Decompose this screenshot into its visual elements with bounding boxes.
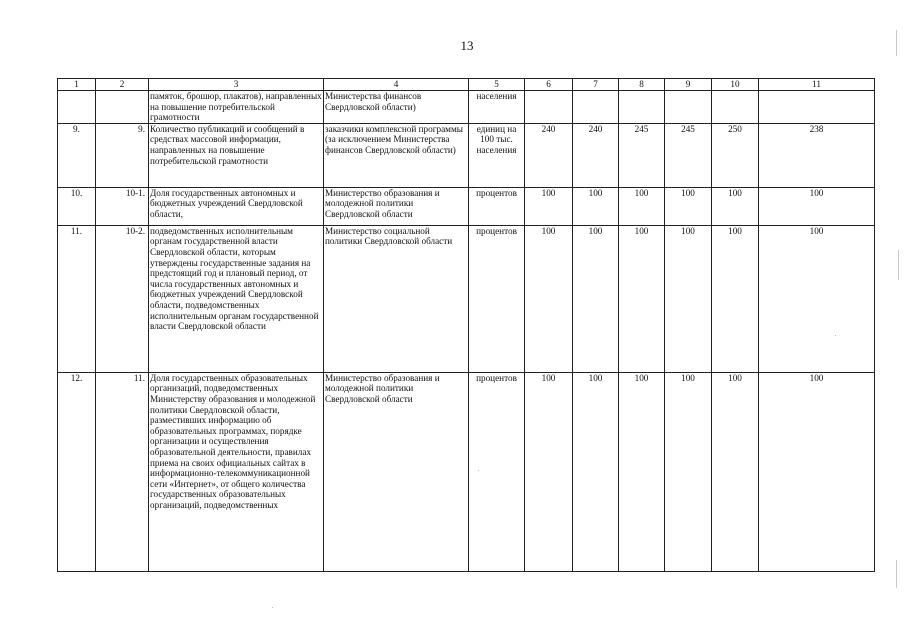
value-cell: 240	[573, 123, 619, 187]
column-header: 6	[525, 79, 573, 91]
table-row	[58, 372, 875, 571]
value-cell: 100	[619, 372, 665, 571]
value-cell: 100	[573, 372, 619, 571]
scan-speck	[272, 607, 273, 608]
value-cell: 245	[619, 123, 665, 187]
column-header: 1	[58, 79, 96, 91]
value-cell: 100	[759, 187, 875, 225]
value-cell: 100	[759, 225, 875, 372]
column-header: 7	[573, 79, 619, 91]
column-header: 3	[149, 79, 324, 91]
value-cell	[712, 91, 759, 124]
value-cell	[759, 91, 875, 124]
value-cell: 100	[759, 372, 875, 571]
column-header: 11	[759, 79, 875, 91]
row-number: 12.	[58, 372, 96, 571]
value-cell: 100	[573, 225, 619, 372]
table-row	[58, 187, 875, 225]
column-header: 4	[324, 79, 469, 91]
responsible-body: заказчики комплексной программы (за исключением Министерства финансов Свердловской области)	[324, 123, 469, 187]
scan-speck	[835, 335, 836, 336]
unit: процентов	[469, 225, 525, 372]
responsible-body: Министерство образования и молодежной политики Свердловской области	[324, 187, 469, 225]
indicator-code: 10-1.	[96, 187, 149, 225]
value-cell: 100	[525, 225, 573, 372]
column-header: 5	[469, 79, 525, 91]
column-header: 2	[96, 79, 149, 91]
column-header: 8	[619, 79, 665, 91]
table-row	[58, 225, 875, 372]
value-cell	[525, 91, 573, 124]
value-cell: 240	[525, 123, 573, 187]
row-number: 10.	[58, 187, 96, 225]
value-cell: 245	[665, 123, 712, 187]
row-number: 9.	[58, 123, 96, 187]
unit: процентов	[469, 372, 525, 571]
indicator-code	[96, 91, 149, 124]
value-cell	[573, 91, 619, 124]
indicator-name: памяток, брошюр, плакатов), направленных на повышение потребительской грамотности	[150, 91, 322, 123]
value-cell: 250	[712, 123, 759, 187]
value-cell: 238	[759, 123, 875, 187]
value-cell: 100	[573, 187, 619, 225]
value-cell	[665, 91, 712, 124]
scan-edge-mark	[896, 30, 897, 56]
page-number: 13	[460, 38, 474, 53]
value-cell: 100	[665, 187, 712, 225]
indicator-code: 9.	[96, 123, 149, 187]
responsible-body: Министерство социальной политики Свердловской области	[324, 225, 469, 372]
table-row	[58, 91, 875, 124]
value-cell	[619, 91, 665, 124]
column-header: 9	[665, 79, 712, 91]
row-number	[58, 91, 96, 124]
value-cell: 100	[712, 225, 759, 372]
scan-speck	[478, 470, 479, 471]
column-number-row	[58, 79, 875, 91]
value-cell: 100	[525, 372, 573, 571]
indicator-name: подведомственных исполнительным органам государственной власти Свердловской области, которым утверждены государственные задания на предстоящий год и плановый период, от числа государственных автономных и бюджетных учреждений Свердловской области, подведомственных исполнительным органам государственной власти Свердловской области	[149, 225, 324, 372]
value-cell: 100	[619, 187, 665, 225]
indicator-code: 11.	[96, 372, 149, 571]
table-row	[58, 123, 875, 187]
indicator-name: Доля государственных образовательных организаций, подведомственных Министерству образования и молодежной политики Свердловской области, разместивших информацию об образовательных программах, порядке организации и осуществления образовательной деятельности, правилах приема на своих официальных сайтах в информационно-телекоммуникационной сети «Интернет», от общего количества государственных образовательных организаций, подведомственных	[149, 372, 324, 571]
value-cell: 100	[712, 372, 759, 571]
indicators-table	[57, 78, 875, 572]
responsible-body: Министерство образования и молодежной политики Свердловской области	[324, 372, 469, 571]
value-cell: 100	[712, 187, 759, 225]
indicator-name: Доля государственных автономных и бюджетных учреждений Свердловской области,	[149, 187, 324, 225]
scan-edge-mark	[896, 560, 897, 588]
indicator-name: Количество публикаций и сообщений в средствах массовой информации, направленных на повышение потребительской грамотности	[149, 123, 324, 187]
scan-edge-mark	[898, 250, 899, 280]
value-cell: 100	[665, 372, 712, 571]
responsible-body: Министерства финансов Свердловской области)	[324, 91, 469, 124]
row-number: 11.	[58, 225, 96, 372]
indicator-code: 10-2.	[96, 225, 149, 372]
column-header: 10	[712, 79, 759, 91]
value-cell: 100	[665, 225, 712, 372]
unit: процентов	[469, 187, 525, 225]
unit: населения	[469, 91, 525, 124]
unit: единиц на 100 тыс. населения	[469, 123, 525, 187]
value-cell: 100	[525, 187, 573, 225]
value-cell: 100	[619, 225, 665, 372]
